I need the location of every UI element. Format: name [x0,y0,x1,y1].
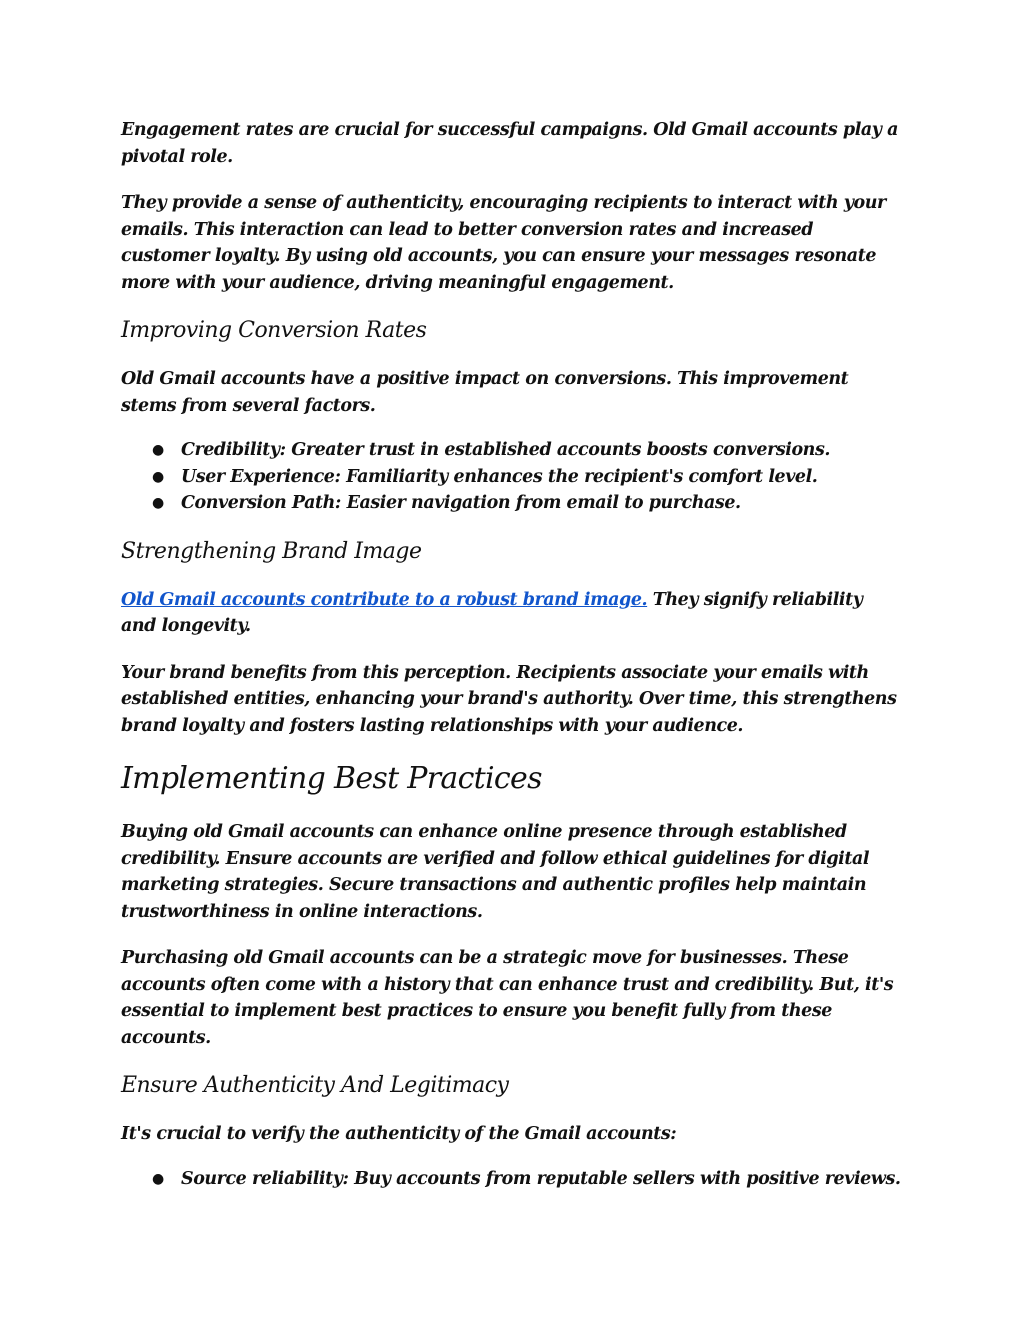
bullet-icon: ● [152,1170,164,1187]
paragraph-online-presence: Buying old Gmail accounts can enhance online presence through established credibility. Ensure accounts are verified and follow ethical guidelines for digital marketing strategies. Secure transactions and authentic profiles help maintain trustworthiness in online interactions. [121,822,870,922]
list-item [152,1166,901,1193]
bullet-icon: ● [152,495,164,511]
heading-implementing-best-practices: Implementing Best Practices [121,761,542,796]
heading-ensure-authenticity: Ensure Authenticity And Legitimacy [121,1073,509,1098]
list-item-text: Credibility: Greater trust in established accounts boosts conversions. [181,440,830,460]
bullet-icon: ● [152,442,164,458]
list-item-text: User Experience: Familiarity enhances the recipient's comfort level. [181,466,818,487]
brand-image-link[interactable]: Old Gmail accounts contribute to a robust brand image. [121,589,648,610]
list-item [152,464,901,491]
brand-image-text: They signify reliability and longevity. [121,589,863,636]
heading-strengthening-brand-image: Strengthening Brand Image [121,538,422,564]
authenticity-list [121,1166,901,1193]
list-item-text: Source reliability: Buy accounts from reputable sellers with positive reviews. [181,1168,901,1189]
paragraph-brand-benefits: Your brand benefits from this perception. Recipients associate your emails with established entities, enhancing your brand's authority. Over time, this strengthens brand loyalty and fosters lasting relationships with your audience. [121,662,897,736]
list-item [152,437,901,464]
list-item-text: Conversion Path: Easier navigation from email to purchase. [181,493,741,513]
paragraph-strategic-move: Purchasing old Gmail accounts can be a strategic move for businesses. These accounts often come with a history that can enhance trust and credibility. But, it's essential to implement best practices to ensure you benefit fully from these accounts. [121,948,894,1048]
heading-improving-conversion-rates: Improving Conversion Rates [121,318,427,343]
paragraph-conversions: Old Gmail accounts have a positive impact on conversions. This improvement stems from several factors. [121,369,849,416]
paragraph-engagement: Engagement rates are crucial for successful campaigns. Old Gmail accounts play a pivotal role. [121,120,899,167]
document-body [121,117,901,1212]
conversion-factors-list [121,437,901,517]
bullet-icon: ● [152,468,164,485]
paragraph-authenticity: They provide a sense of authenticity, encouraging recipients to interact with your emails. This interaction can lead to better conversion rates and increased customer loyalty. By using old accounts, you can ensure your messages resonate more with your audience, driving meaningful engagement. [121,193,886,293]
paragraph-brand-image [121,587,901,640]
paragraph-verify: It's crucial to verify the authenticity of the Gmail accounts: [121,1124,677,1144]
list-item [152,490,901,517]
